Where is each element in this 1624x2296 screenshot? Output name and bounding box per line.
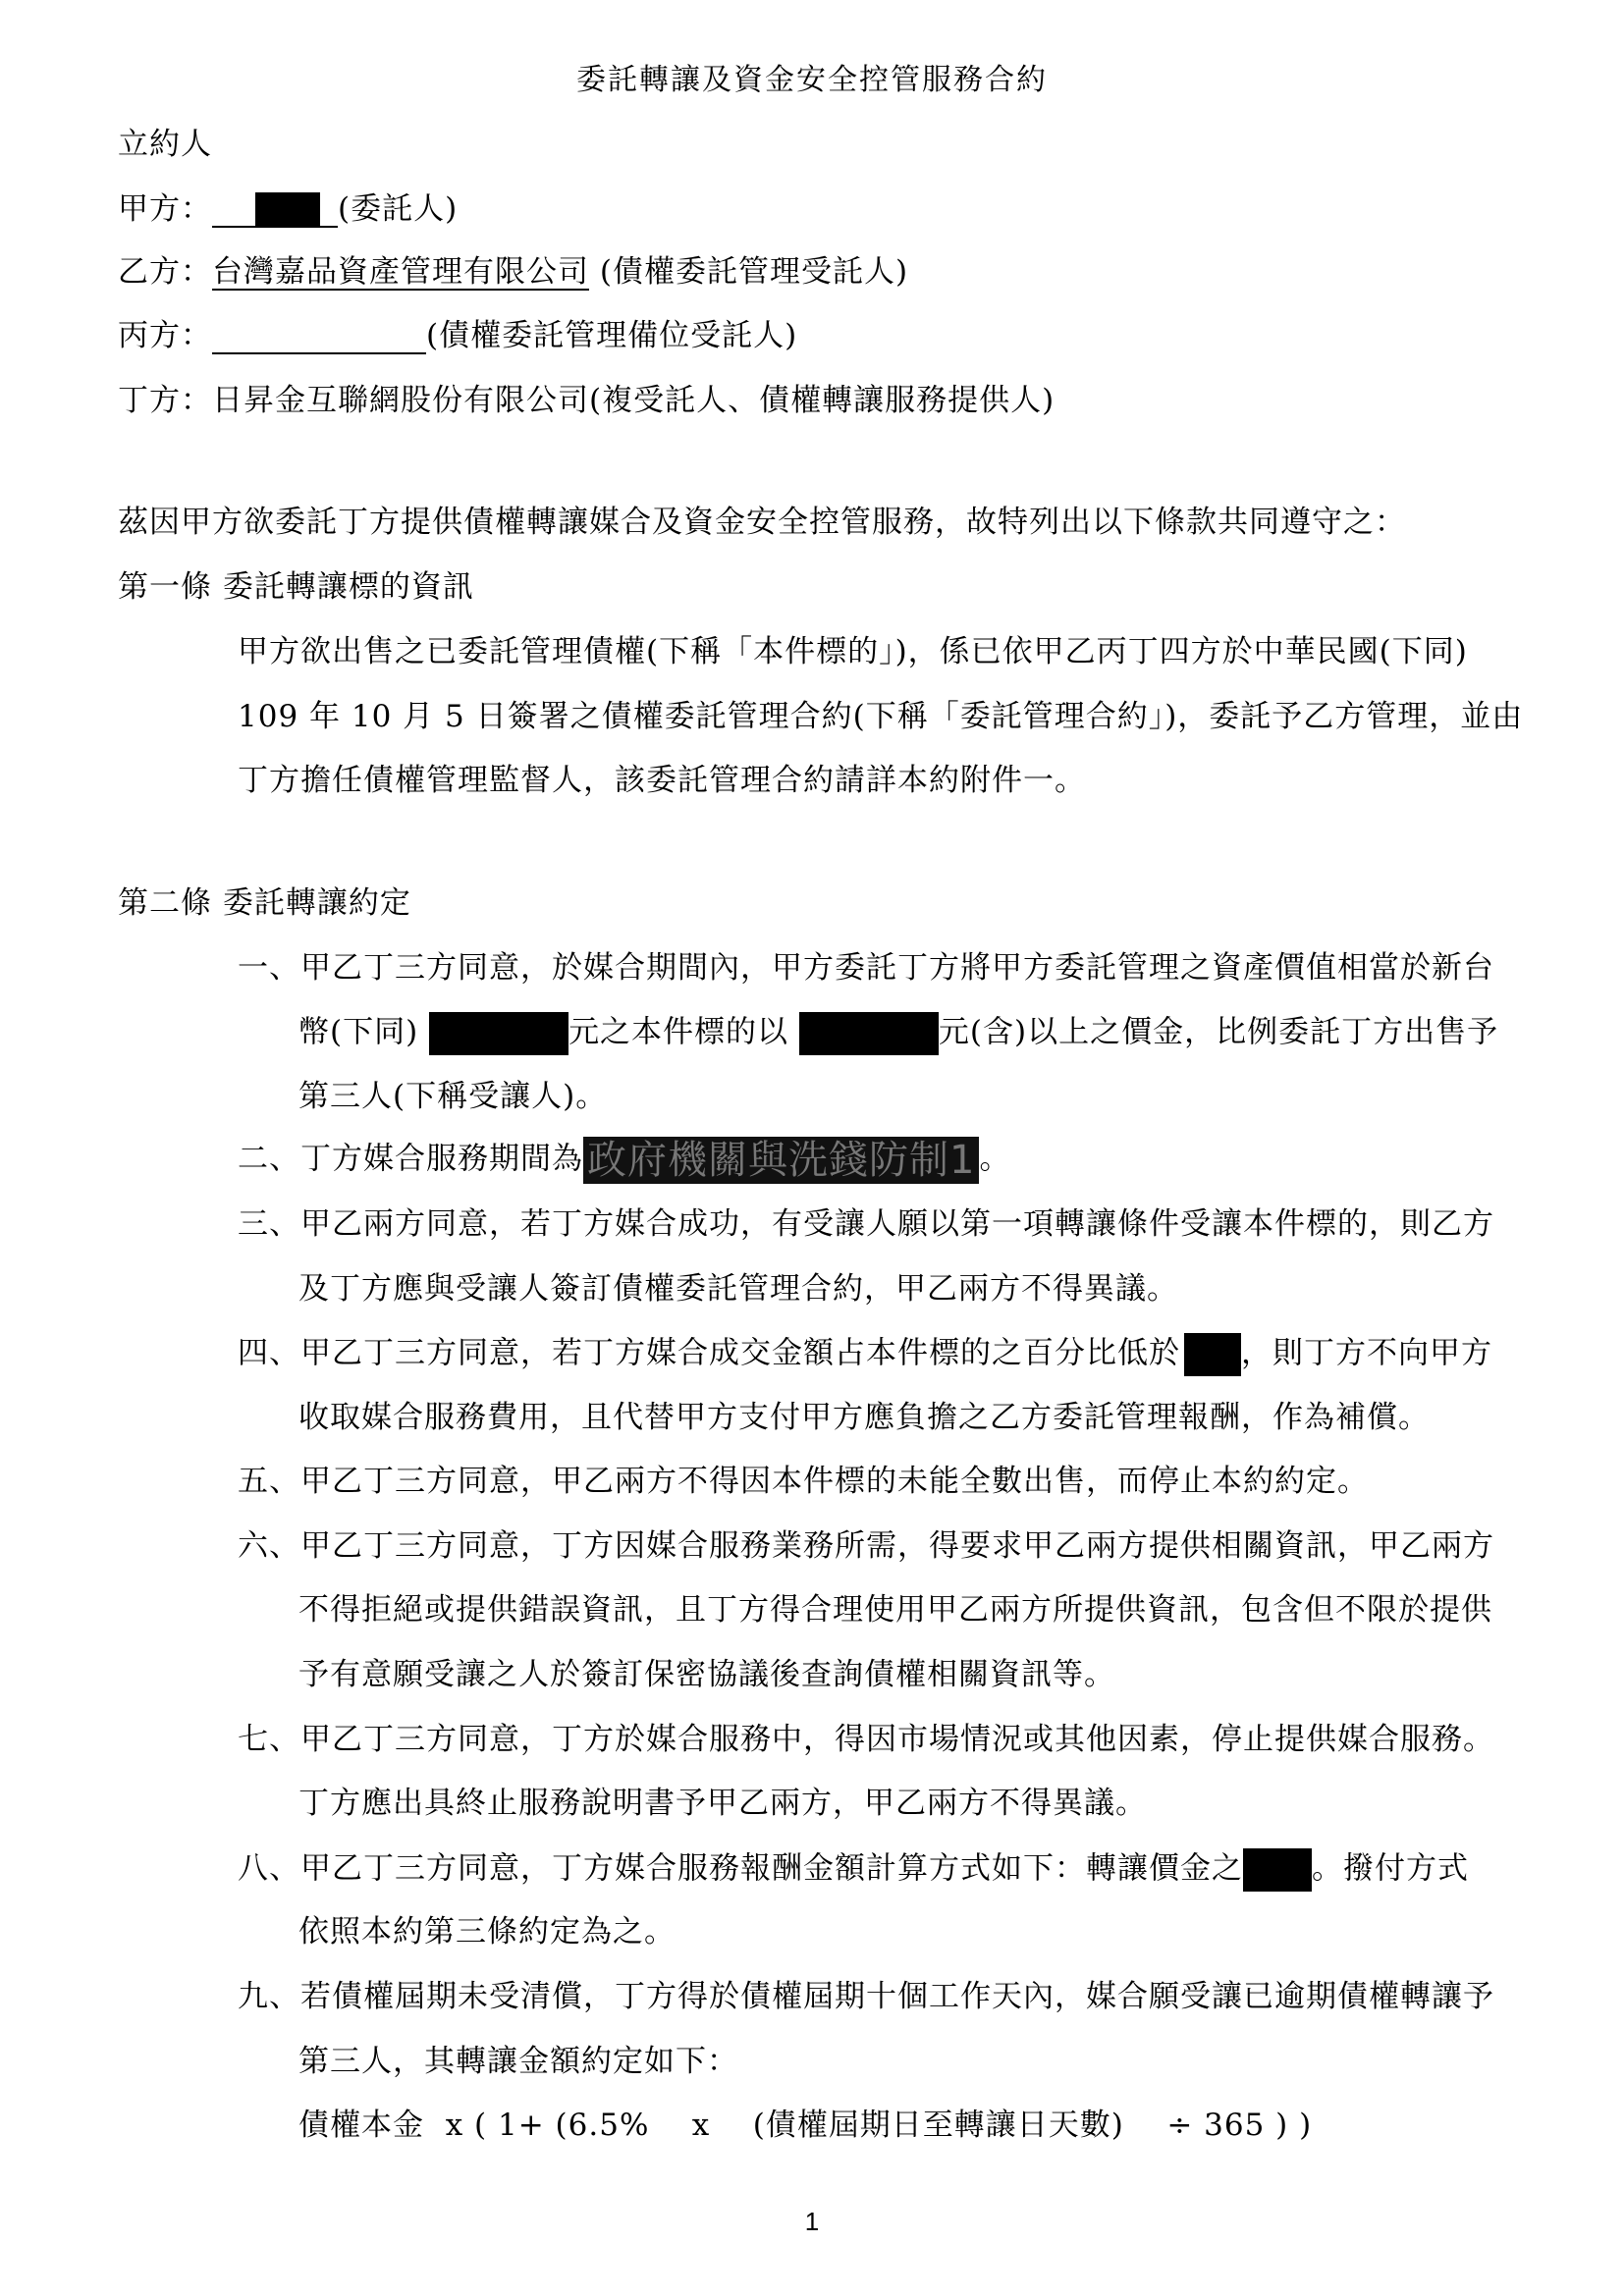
item-8-text-b: 。撥付方式 (1312, 1850, 1469, 1887)
redaction-block (429, 1012, 568, 1055)
party-d-line: 丁方：日昇金互聯網股份有限公司(複受託人、債權轉讓服務提供人) (118, 383, 1056, 418)
redaction-block (799, 1012, 939, 1055)
parties-heading: 立約人 (118, 127, 212, 162)
item-4-line-2: 收取媒合服務費用，且代替甲方支付甲方應負擔之乙方委託管理報酬，作為補償。 (298, 1400, 1430, 1435)
article-1-line-3: 丁方擔任債權管理監督人，該委託管理合約請詳本約附件一。 (238, 763, 1086, 798)
party-c-prefix: 丙方： (118, 318, 212, 353)
item-4-text-b: ，則丁方不向甲方 (1241, 1335, 1492, 1371)
item-1-text-c: 元(含)以上之價金，比例委託丁方出售予 (938, 1014, 1499, 1050)
item-3-line-2: 及丁方應與受讓人簽訂債權委託管理合約，甲乙兩方不得異議。 (298, 1271, 1178, 1307)
item-6-line-3: 予有意願受讓之人於簽訂保密協議後查詢債權相關資訊等。 (298, 1657, 1115, 1692)
item-6-line-2: 不得拒絕或提供錯誤資訊，且丁方得合理使用甲乙兩方所提供資訊，包含但不限於提供 (298, 1592, 1492, 1628)
redaction-watermark: 政府機關與洗錢防制1 (583, 1137, 979, 1184)
item-4-text-a: 四、甲乙丁三方同意，若丁方媒合成交金額占本件標的之百分比低於 (238, 1335, 1180, 1371)
item-1-line-2 (298, 1012, 1498, 1055)
redaction-block (1243, 1848, 1312, 1892)
article-1-line-1: 甲方欲出售之已委託管理債權(下稱「本件標的」)，係已依甲乙丙丁四方於中華民國(下同) (238, 634, 1468, 669)
party-c-line (118, 316, 797, 355)
item-1-text-b: 元之本件標的以 (568, 1014, 789, 1050)
party-c-blank (212, 319, 426, 354)
item-6-line-1: 六、甲乙丁三方同意，丁方因媒合服務業務所需，得要求甲乙兩方提供相關資訊，甲乙兩方 (238, 1528, 1494, 1564)
item-9-line-2: 第三人，其轉讓金額約定如下： (298, 2044, 738, 2079)
item-9-formula: 債權本金 x ( 1+ (6.5% x (債權屆期日至轉讓日天數) ÷ 365 ) ) (298, 2108, 1313, 2143)
party-a-prefix: 甲方： (118, 191, 212, 227)
party-a-suffix: (委託人) (338, 191, 459, 227)
document-title: 委託轉讓及資金安全控管服務合約 (576, 63, 1048, 97)
item-2-suffix: 。 (979, 1141, 1011, 1177)
item-1-line-1: 一、甲乙丁三方同意，於媒合期間內，甲方委託丁方將甲方委託管理之資產價值相當於新台 (238, 950, 1494, 986)
party-b-suffix: (債權委託管理受託人) (589, 254, 909, 290)
page-number: 1 (804, 2207, 820, 2236)
redaction-block (1184, 1333, 1241, 1376)
item-8-line-1 (238, 1848, 1469, 1892)
redaction-block (255, 192, 320, 228)
article-1-line-2: 109 年 10 月 5 日簽署之債權委託管理合約(下稱「委託管理合約」)，委託予乙方管理，並由 (238, 699, 1524, 734)
party-a-line (118, 189, 458, 229)
item-8-line-2: 依照本約第三條約定為之。 (298, 1914, 676, 1949)
party-c-suffix: (債權委託管理備位受託人) (426, 318, 798, 353)
item-1-text-a: 幣(下同) (298, 1014, 419, 1050)
party-b-prefix: 乙方： (118, 254, 212, 290)
preamble: 茲因甲方欲委託丁方提供債權轉讓媒合及資金安全控管服務，故特列出以下條款共同遵守之： (118, 505, 1406, 540)
article-2-heading: 第二條 委託轉讓約定 (118, 885, 411, 921)
party-b-name: 台灣嘉品資產管理有限公司 (212, 254, 589, 290)
item-1-line-3: 第三人(下稱受讓人)。 (298, 1079, 608, 1114)
party-b-line (118, 252, 908, 292)
item-8-text-a: 八、甲乙丁三方同意，丁方媒合服務報酬金額計算方式如下：轉讓價金之 (238, 1850, 1243, 1887)
item-4-line-1 (238, 1333, 1492, 1376)
item-2-prefix: 二、丁方媒合服務期間為 (238, 1141, 583, 1177)
item-3-line-1: 三、甲乙兩方同意，若丁方媒合成功，有受讓人願以第一項轉讓條件受讓本件標的，則乙方 (238, 1206, 1494, 1242)
item-7-line-1: 七、甲乙丁三方同意，丁方於媒合服務中，得因市場情況或其他因素，停止提供媒合服務。 (238, 1722, 1494, 1757)
party-a-redacted-name (212, 192, 338, 228)
item-2-line (238, 1137, 1010, 1184)
article-1-heading: 第一條 委託轉讓標的資訊 (118, 569, 474, 605)
item-5-line: 五、甲乙丁三方同意，甲乙兩方不得因本件標的未能全數出售，而停止本約約定。 (238, 1464, 1369, 1499)
item-7-line-2: 丁方應出具終止服務說明書予甲乙兩方，甲乙兩方不得異議。 (298, 1786, 1147, 1821)
item-9-line-1: 九、若債權屆期未受清償，丁方得於債權屆期十個工作天內，媒合願受讓已逾期債權轉讓予 (238, 1979, 1494, 2014)
